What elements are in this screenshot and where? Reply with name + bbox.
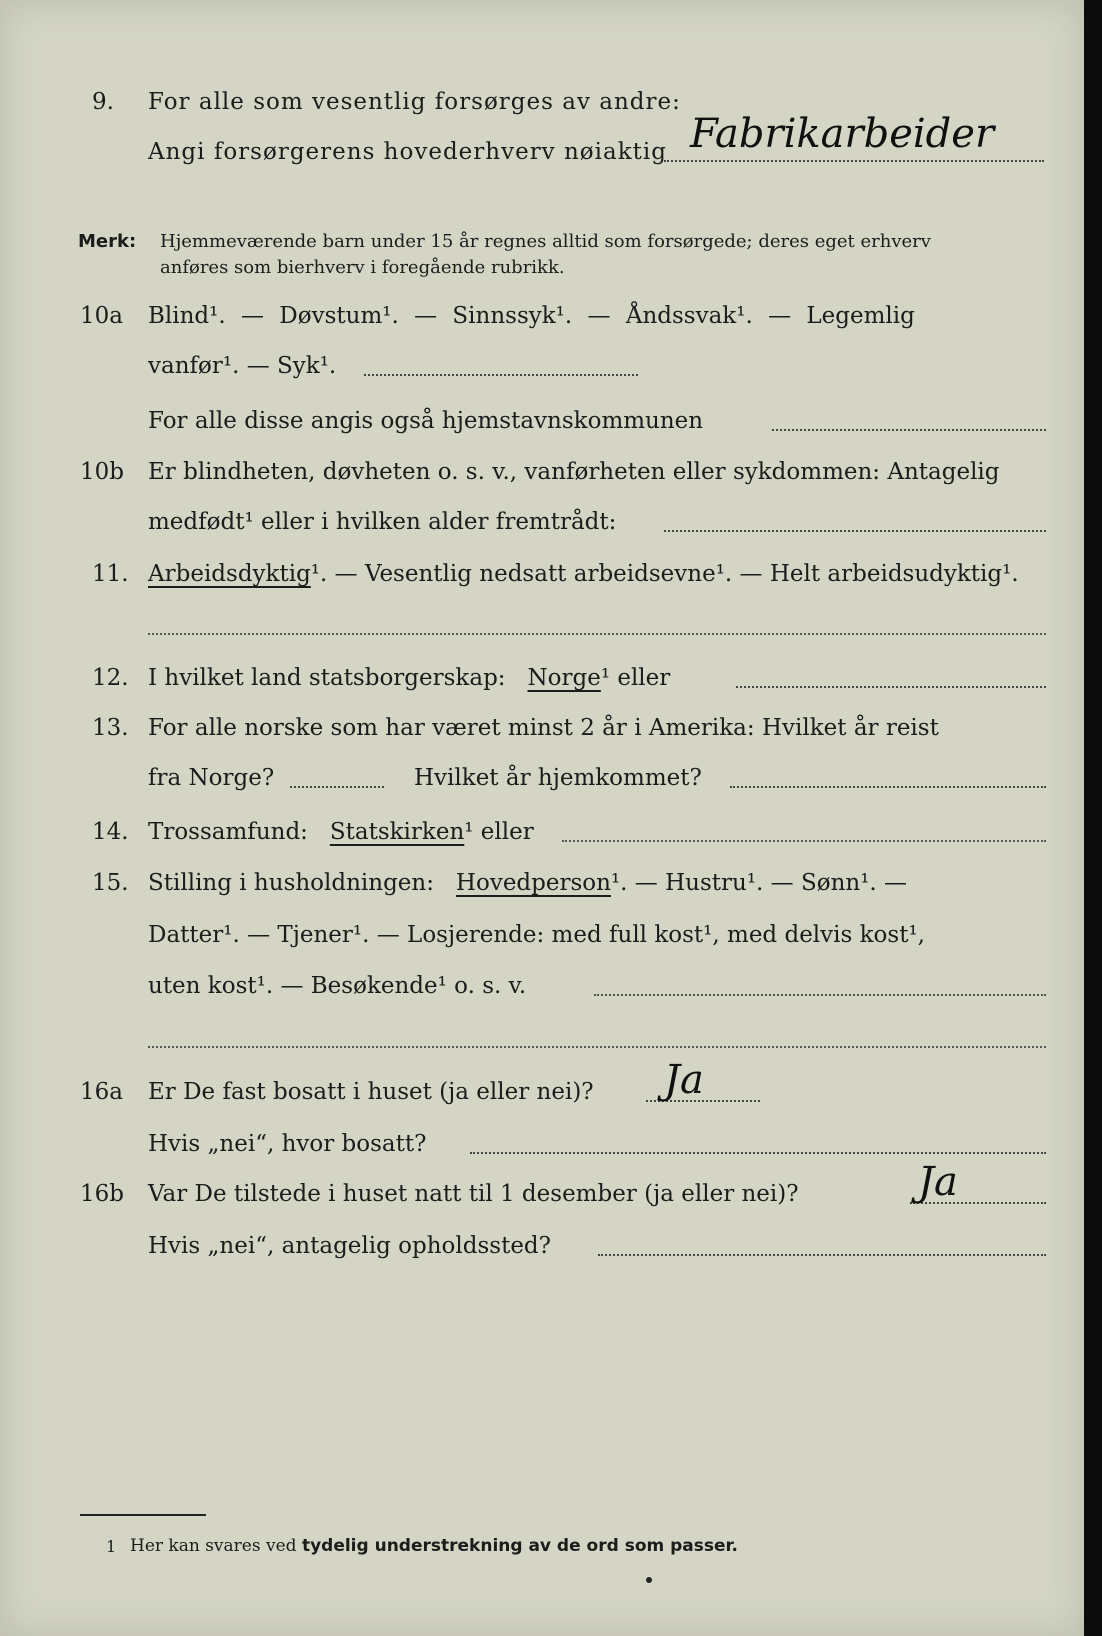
q10a-number: 10a <box>80 303 123 329</box>
q10b-number: 10b <box>80 459 124 485</box>
q10a-kommune-line <box>772 429 1046 431</box>
q9-handwritten-answer: Fabrikarbeider <box>690 111 995 157</box>
q9-line2: Angi forsørgerens hovederhverv nøiaktig <box>148 139 667 165</box>
q15-option-hovedperson-underlined: Hovedperson <box>455 870 611 896</box>
q15-line2: Datter¹. — Tjener¹. — Losjerende: med full kost¹, med delvis kost¹, <box>148 922 925 948</box>
footnote-text: Her kan svares ved tydelig understrekning av de ord som passer. <box>130 1536 738 1556</box>
q13-line2a: fra Norge? <box>148 765 275 791</box>
q15-blank-line <box>148 1046 1046 1048</box>
q13-number: 13. <box>92 715 129 741</box>
q16b-line2: Hvis „nei“, antagelig opholdssted? <box>148 1233 551 1259</box>
q16b-line1: Var De tilstede i huset natt til 1 desember (ja eller nei)? <box>148 1181 799 1207</box>
q15-line3: uten kost¹. — Besøkende¹ o. s. v. <box>148 973 527 999</box>
merk-line2: anføres som bierhverv i foregående rubrikk. <box>160 257 565 278</box>
q15-answer-line <box>594 994 1046 996</box>
q14-number: 14. <box>92 819 129 845</box>
q10b-answer-line <box>664 530 1046 532</box>
q10a-line1: Blind¹. — Døvstum¹. — Sinnssyk¹. — Åndssvak¹. — Legemlig <box>148 303 915 329</box>
q11-option-arbeidsdyktig-underlined: Arbeidsdyktig <box>148 561 311 587</box>
q9-answer-line <box>664 160 1044 162</box>
q16b-handwritten-answer: Ja <box>918 1159 958 1205</box>
q16a-handwritten-answer: Ja <box>664 1057 704 1103</box>
q16a-line2: Hvis „nei“, hvor bosatt? <box>148 1131 427 1157</box>
q14-text: Trossamfund: Statskirken¹ eller <box>148 819 534 845</box>
footnote-mark: 1 <box>106 1537 117 1556</box>
q10b-line2: medfødt¹ eller i hvilken alder fremtrådt: <box>148 509 617 535</box>
q10a-answer-line <box>364 374 638 376</box>
footnote-rule <box>80 1514 206 1516</box>
q12-number: 12. <box>92 665 129 691</box>
q15-number: 15. <box>92 870 129 896</box>
q13-reist-line <box>290 786 384 788</box>
q11-text: Arbeidsdyktig¹. — Vesentlig nedsatt arbeidsevne¹. — Helt arbeidsudyktig¹. <box>148 561 1019 587</box>
q14-option-statskirken-underlined: Statskirken <box>329 819 465 845</box>
q10a-line3: For alle disse angis også hjemstavnskommunen <box>148 408 704 434</box>
q16a-bosatt-line <box>470 1152 1046 1154</box>
q10a-line2: vanfør¹. — Syk¹. <box>148 353 337 379</box>
q16b-number: 16b <box>80 1181 124 1207</box>
q15-line1: Stilling i husholdningen: Hovedperson¹. — Hustru¹. — Sønn¹. — <box>148 870 908 896</box>
q14-answer-line <box>562 840 1046 842</box>
q16a-number: 16a <box>80 1079 123 1105</box>
q12-option-norge-underlined: Norge <box>527 665 601 691</box>
q11-number: 11. <box>92 561 129 587</box>
ink-dot <box>646 1577 652 1583</box>
q12-text: I hvilket land statsborgerskap: Norge¹ eller <box>148 665 671 691</box>
q11-blank-line <box>148 633 1046 635</box>
q10b-line1: Er blindheten, døvheten o. s. v., vanførheten eller sykdommen: Antagelig <box>148 459 1000 485</box>
q9-line1: For alle som vesentlig forsørges av andre: <box>148 89 681 115</box>
merk-label: Merk: <box>78 231 137 252</box>
q16b-opholdssted-line <box>598 1254 1046 1256</box>
q13-line1: For alle norske som har været minst 2 år i Amerika: Hvilket år reist <box>148 715 939 741</box>
merk-line1: Hjemmeværende barn under 15 år regnes alltid som forsørgede; deres eget erhverv <box>160 231 931 252</box>
q16a-line1: Er De fast bosatt i huset (ja eller nei)? <box>148 1079 594 1105</box>
q13-hjemkommet-line <box>730 786 1046 788</box>
q9-number: 9. <box>92 89 114 115</box>
q13-line2b: Hvilket år hjemkommet? <box>414 765 702 791</box>
q12-answer-line <box>736 686 1046 688</box>
